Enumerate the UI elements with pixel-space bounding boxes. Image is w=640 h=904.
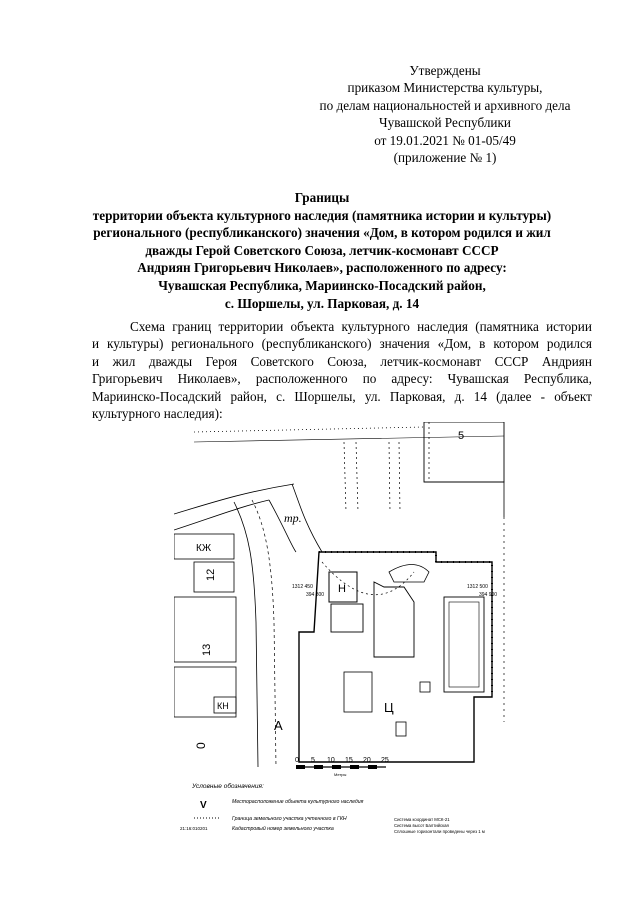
title-line: территории объекта культурного наследия (памятника истории и культуры) xyxy=(92,207,552,223)
approval-line: Утверждены xyxy=(409,63,481,78)
word: летчик-космонавт xyxy=(380,353,482,369)
word: адресу: xyxy=(391,371,433,387)
legend-title: Условные обозначения: xyxy=(192,783,264,790)
word: наследия xyxy=(417,319,468,334)
label-n: Н xyxy=(338,583,346,595)
word: территории xyxy=(218,319,284,334)
boundary-map xyxy=(174,422,520,842)
legend-symbol: 21:16:010201 xyxy=(180,826,208,831)
word: расположенного xyxy=(255,371,348,387)
word: Григорьевич xyxy=(92,371,163,387)
scale-tick: 0 xyxy=(295,757,299,764)
building xyxy=(331,604,363,632)
scale-tick: 5 xyxy=(311,757,315,764)
word: границ xyxy=(172,319,212,334)
word: котором xyxy=(493,336,539,352)
document-title xyxy=(52,189,592,312)
fence-line xyxy=(399,442,400,512)
word: - xyxy=(540,388,546,404)
title-line: Чувашская Республика, Мариинско-Посадский район, xyxy=(158,277,486,293)
label-tr: тр. xyxy=(284,511,302,525)
paragraph-line xyxy=(92,335,592,352)
building-small xyxy=(396,722,406,736)
map-legend xyxy=(180,782,485,834)
word: культурного xyxy=(341,319,410,334)
word: Шоршелы, xyxy=(294,388,356,404)
paragraph-line xyxy=(92,388,592,405)
scale-unit: Метры xyxy=(334,772,347,777)
word: 14 xyxy=(473,388,487,404)
word: значения xyxy=(379,336,430,352)
label-zero: 0 xyxy=(194,742,208,749)
legend-item: Месторасположение объекта культурного наследия xyxy=(232,799,364,805)
word: дважды xyxy=(148,353,193,369)
title-line: Границы xyxy=(294,190,350,205)
title-line: Андриян Григорьевич Николаев», расположенного по адресу: xyxy=(137,260,507,276)
building xyxy=(444,597,484,692)
coord-label: 1312 500 xyxy=(467,584,488,590)
approval-line: приказом Министерства культуры, xyxy=(347,80,543,96)
title-line: с. Шоршелы, ул. Парковая, д. 14 xyxy=(224,295,420,311)
word: регионального xyxy=(171,336,254,352)
building xyxy=(374,582,414,657)
road-edge xyxy=(174,500,269,530)
approval-line: от 19.01.2021 № 01-05/49 xyxy=(374,132,516,148)
word: Республика, xyxy=(523,371,592,387)
coord-label: 1312 450 xyxy=(292,584,313,590)
fence-line xyxy=(344,442,346,512)
word: «Дом, xyxy=(437,336,472,352)
word: Схема xyxy=(130,319,166,334)
title-line: дважды Герой Советского Союза, летчик-космонавт СССР xyxy=(145,242,499,258)
word: СССР xyxy=(494,353,529,369)
legend-item: Кадастровый номер земельного участка xyxy=(232,826,334,832)
word: Андриян xyxy=(541,353,592,369)
boundary-points xyxy=(319,552,492,697)
road-centre xyxy=(252,500,276,767)
word: (памятника xyxy=(475,319,539,334)
building-small xyxy=(420,682,430,692)
paragraph-line xyxy=(92,318,592,335)
word: Николаев», xyxy=(177,371,241,387)
legend-symbol: V xyxy=(200,800,207,811)
label-12: 12 xyxy=(205,568,217,581)
road-edge xyxy=(269,500,296,552)
word: район, xyxy=(230,388,267,404)
fence-line xyxy=(194,427,424,432)
word: Героя xyxy=(205,353,238,369)
approval-line: (приложение № 1) xyxy=(393,150,497,166)
word: д. xyxy=(454,388,465,404)
label-a: А xyxy=(274,718,283,733)
paragraph-line xyxy=(92,370,592,387)
label-13: 13 xyxy=(201,643,213,656)
word: с. xyxy=(276,388,286,404)
word: родился xyxy=(546,336,592,352)
fence-line xyxy=(356,442,358,512)
label-kn: КН xyxy=(217,701,229,711)
scheme-description xyxy=(92,318,592,422)
word: жил xyxy=(112,353,136,369)
scale-tick: 20 xyxy=(363,757,371,764)
road-edge xyxy=(234,502,258,767)
legend-note: Система координат МСК-21 xyxy=(394,817,450,822)
word: (республиканского) xyxy=(261,336,372,352)
paragraph-line xyxy=(92,353,592,370)
word: Мариинско-Посадский xyxy=(92,388,222,404)
map-drawing xyxy=(174,422,520,842)
title-line: регионального (республиканского) значения «Дом, в котором родился и жил xyxy=(93,225,551,241)
word: Чувашская xyxy=(447,371,509,387)
scale-tick: 25 xyxy=(381,757,389,764)
approval-line: по делам национальностей и архивного дела xyxy=(319,97,571,113)
building xyxy=(344,672,372,712)
legend-note: Сплошные горизонтали проведены через 1 м xyxy=(394,829,485,834)
word: культуры) xyxy=(106,336,164,352)
word: Союза, xyxy=(327,353,367,369)
fence-line xyxy=(424,482,504,517)
word: ул. xyxy=(364,388,381,404)
word: и xyxy=(92,353,100,369)
fence-line xyxy=(389,442,390,512)
legend-item: Граница земельного участка учтенного в ГКН xyxy=(232,816,347,822)
word: в xyxy=(479,336,486,352)
scale-tick: 15 xyxy=(345,757,353,764)
legend-note: Система высот Балтийская xyxy=(394,823,449,828)
word: Советского xyxy=(250,353,314,369)
word: по xyxy=(362,371,377,387)
coord-label: 394 900 xyxy=(479,592,498,598)
scale-bar xyxy=(295,757,389,777)
label-kzh: КЖ xyxy=(196,543,212,554)
scale-tick: 10 xyxy=(327,757,335,764)
label-5: 5 xyxy=(458,430,465,442)
word: и xyxy=(92,336,100,352)
road-edge xyxy=(174,484,294,514)
word: Парковая, xyxy=(389,388,446,404)
approval-line: Чувашской Республики xyxy=(379,115,511,131)
word: истории xyxy=(546,319,592,334)
word: объекта xyxy=(290,319,335,334)
paragraph-line: культурного наследия): xyxy=(92,406,223,422)
word: (далее xyxy=(496,388,532,404)
coord-label: 394 300 xyxy=(306,592,325,598)
label-ts: Ц xyxy=(384,700,394,715)
word: объект xyxy=(554,388,592,404)
building xyxy=(389,565,429,583)
building-inner xyxy=(449,602,479,687)
approval-block xyxy=(300,62,590,166)
